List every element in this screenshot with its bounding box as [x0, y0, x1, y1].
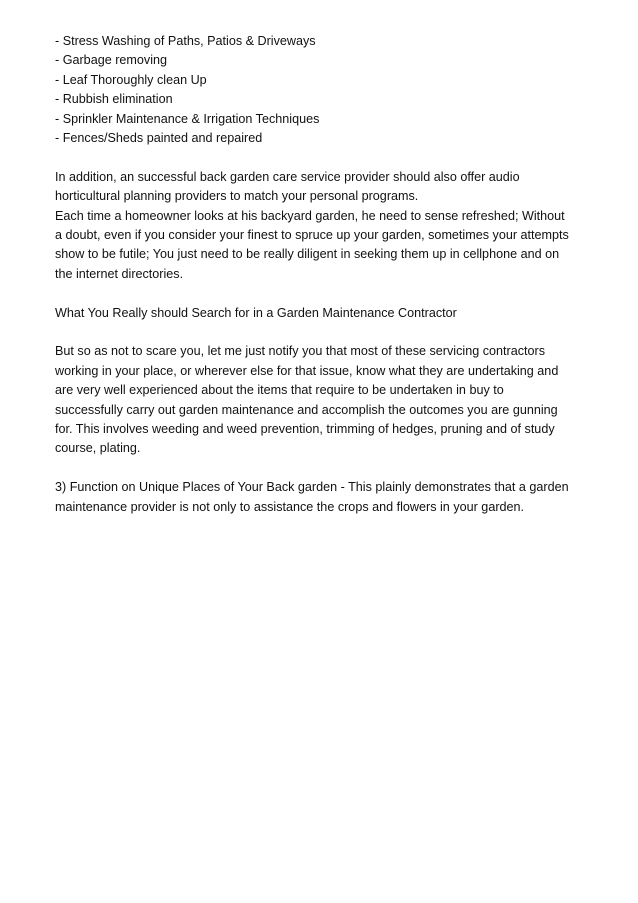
list-item: - Garbage removing: [55, 53, 167, 68]
spacer: [55, 459, 600, 478]
list-item: - Rubbish elimination: [55, 92, 173, 107]
text-line: working in your place, or wherever else for that issue, know what they are undertaking and: [55, 363, 559, 378]
text-line: a doubt, even if you consider your finest to spruce up your garden, sometimes your attempts: [55, 228, 569, 243]
spacer: [55, 148, 600, 167]
text-line: But so as not to scare you, let me just notify you that most of these servicing contractors: [55, 344, 545, 359]
text-line: for. This involves weeding and weed prevention, trimming of hedges, pruning and of study: [55, 422, 555, 437]
section-heading: [55, 304, 600, 323]
services-list: [55, 32, 600, 148]
text-line: show to be futile; You just need to be really diligent in seeking them up in cellphone and on: [55, 247, 560, 262]
paragraph-additional-services: [55, 168, 600, 207]
spacer: [55, 284, 600, 303]
list-item: - Stress Washing of Paths, Patios & Driveways: [55, 34, 316, 48]
list-item: - Fences/Sheds painted and repaired: [55, 131, 263, 146]
text-line: Each time a homeowner looks at his backyard garden, he need to sense refreshed; Without: [55, 208, 565, 223]
document-page: [55, 32, 600, 517]
paragraph-unique-places: [55, 478, 600, 517]
list-item: - Sprinkler Maintenance & Irrigation Techniques: [55, 111, 320, 126]
paragraph-homeowner: [55, 207, 600, 285]
text-line: the internet directories.: [55, 266, 184, 281]
spacer: [55, 323, 600, 342]
text-line: are very well experienced about the items that require to be undertaken in buy to: [55, 383, 504, 398]
paragraph-contractors: [55, 342, 600, 458]
text-line: maintenance provider is not only to assistance the crops and flowers in your garden.: [55, 499, 525, 514]
text-line: In addition, an successful back garden care service provider should also offer audio: [55, 169, 520, 184]
text-line: course, plating.: [55, 441, 141, 456]
list-item: - Leaf Thoroughly clean Up: [55, 72, 207, 87]
heading-text: What You Really should Search for in a Garden Maintenance Contractor: [55, 305, 457, 320]
text-line: 3) Function on Unique Places of Your Back garden - This plainly demonstrates that a garden: [55, 480, 569, 495]
text-line: successfully carry out garden maintenance and accomplish the outcomes you are gunning: [55, 402, 558, 417]
text-line: horticultural planning providers to match your personal programs.: [55, 189, 419, 204]
